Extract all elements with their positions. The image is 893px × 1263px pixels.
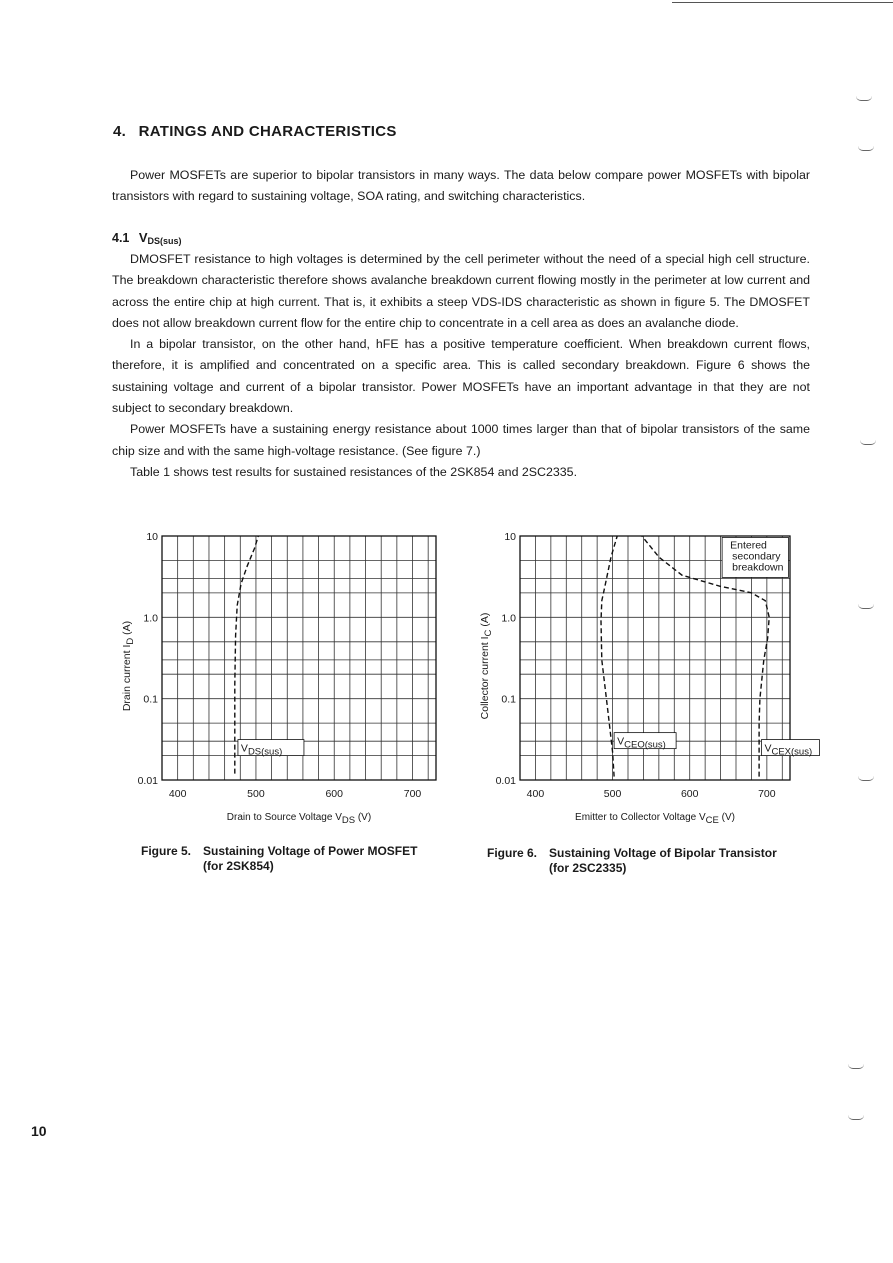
scan-mark	[848, 1064, 864, 1069]
figure-6-caption	[487, 846, 777, 876]
section-number: 4.	[113, 123, 127, 140]
vceo-sus-label: VCEO(sus)	[617, 735, 666, 751]
intro-text: Power MOSFETs are superior to bipolar transistors in many ways. The data below compare power MOSFETs with bipolar transistors with regard to sustaining voltage, SOA rating, and switching characteristics.	[112, 168, 810, 204]
x-tick-label: 500	[603, 788, 622, 800]
scan-mark	[860, 440, 876, 445]
subsection-number: 4.1	[112, 231, 130, 245]
section-title	[113, 123, 397, 140]
paragraph-2: In a bipolar transistor, on the other hand, hFE has a positive temperature coefficient. When breakdown current flows, therefore, it is amplified and concentrated on a specific area. This is called secondary breakdown. Figure 6 shows the sustaining voltage and current of a bipolar transistor. Power MOSFETs have an important advantage in that they are not subject to secondary breakdown.	[112, 337, 810, 416]
x-tick-label: 700	[758, 788, 776, 800]
x-tick-label: 600	[325, 788, 343, 800]
scan-mark	[848, 1115, 864, 1120]
scan-mark	[858, 146, 874, 151]
y-tick-label: 1.0	[501, 612, 516, 625]
x-tick-label: 400	[168, 788, 187, 800]
subsection-heading	[112, 230, 182, 246]
scan-mark	[858, 776, 874, 781]
secondary-breakdown-label: Entered secondary breakdown	[730, 539, 784, 574]
x-tick-label: 600	[680, 788, 699, 800]
y-axis-label: Drain current ID (A)	[121, 620, 136, 712]
y-tick-label: 10	[146, 531, 158, 543]
intro-paragraph	[112, 165, 810, 208]
x-axis-label: Emitter to Collector Voltage VCE (V)	[575, 812, 735, 826]
page-number: 10	[31, 1123, 47, 1139]
series-line-vdssus	[235, 536, 258, 774]
figure-5-title: Sustaining Voltage of Power MOSFET	[203, 844, 418, 858]
subsection-subscript: DS(sus)	[147, 236, 182, 246]
y-tick-label: 0.01	[495, 775, 516, 787]
figure-6-chart	[470, 520, 830, 830]
figure-5-label: Figure 5.	[141, 844, 192, 858]
body-paragraphs	[112, 249, 810, 483]
figure-6-title: Sustaining Voltage of Bipolar Transistor	[549, 846, 777, 860]
vcex-sus-label: VCEX(sus)	[764, 742, 813, 758]
figure-6-label: Figure 6.	[487, 846, 538, 860]
y-tick-label: 0.1	[143, 693, 158, 706]
x-axis-label: Drain to Source Voltage VDS (V)	[226, 812, 372, 826]
y-axis-label: Collector current IC (A)	[479, 612, 494, 720]
paragraph-3: Power MOSFETs have a sustaining energy resistance about 1000 times larger than that of bipolar transistors of the same chip size and with the same high-voltage resistance. (See figure 7.)	[112, 422, 810, 458]
scan-mark	[858, 604, 874, 609]
y-tick-label: 10	[504, 531, 516, 543]
figure-5-subtitle: (for 2SK854)	[203, 859, 274, 873]
paragraph-1: DMOSFET resistance to high voltages is determined by the cell perimeter without the need of a special high cell structure. The breakdown characteristic therefore shows avalanche breakdown current flowing mostly in the perimeter at low current and across the entire chip at high current. That is, it exhibits a steep VDS-IDS characteristic as shown in figure 5. The DMOSFET does not allow breakdown current flow for the entire chip to concentrate in a cell area as does an avalanche diode.	[112, 252, 810, 330]
paragraph-4: Table 1 shows test results for sustained resistances of the 2SK854 and 2SC2335.	[130, 464, 578, 479]
scan-mark	[856, 96, 872, 101]
figure-5-chart	[110, 520, 440, 830]
figure-5-caption	[141, 844, 417, 874]
x-tick-label: 400	[526, 788, 545, 800]
y-tick-label: 0.01	[137, 775, 158, 787]
section-title-text: RATINGS AND CHARACTERISTICS	[138, 123, 397, 140]
y-tick-label: 1.0	[143, 612, 158, 625]
top-rule	[672, 2, 893, 3]
figure-6-subtitle: (for 2SC2335)	[549, 861, 627, 875]
x-tick-label: 500	[247, 788, 265, 800]
subsection-symbol: V	[138, 230, 148, 245]
vds-sus-label: VDS(sus)	[240, 742, 283, 758]
x-tick-label: 700	[403, 788, 422, 800]
y-tick-label: 0.1	[501, 693, 516, 706]
